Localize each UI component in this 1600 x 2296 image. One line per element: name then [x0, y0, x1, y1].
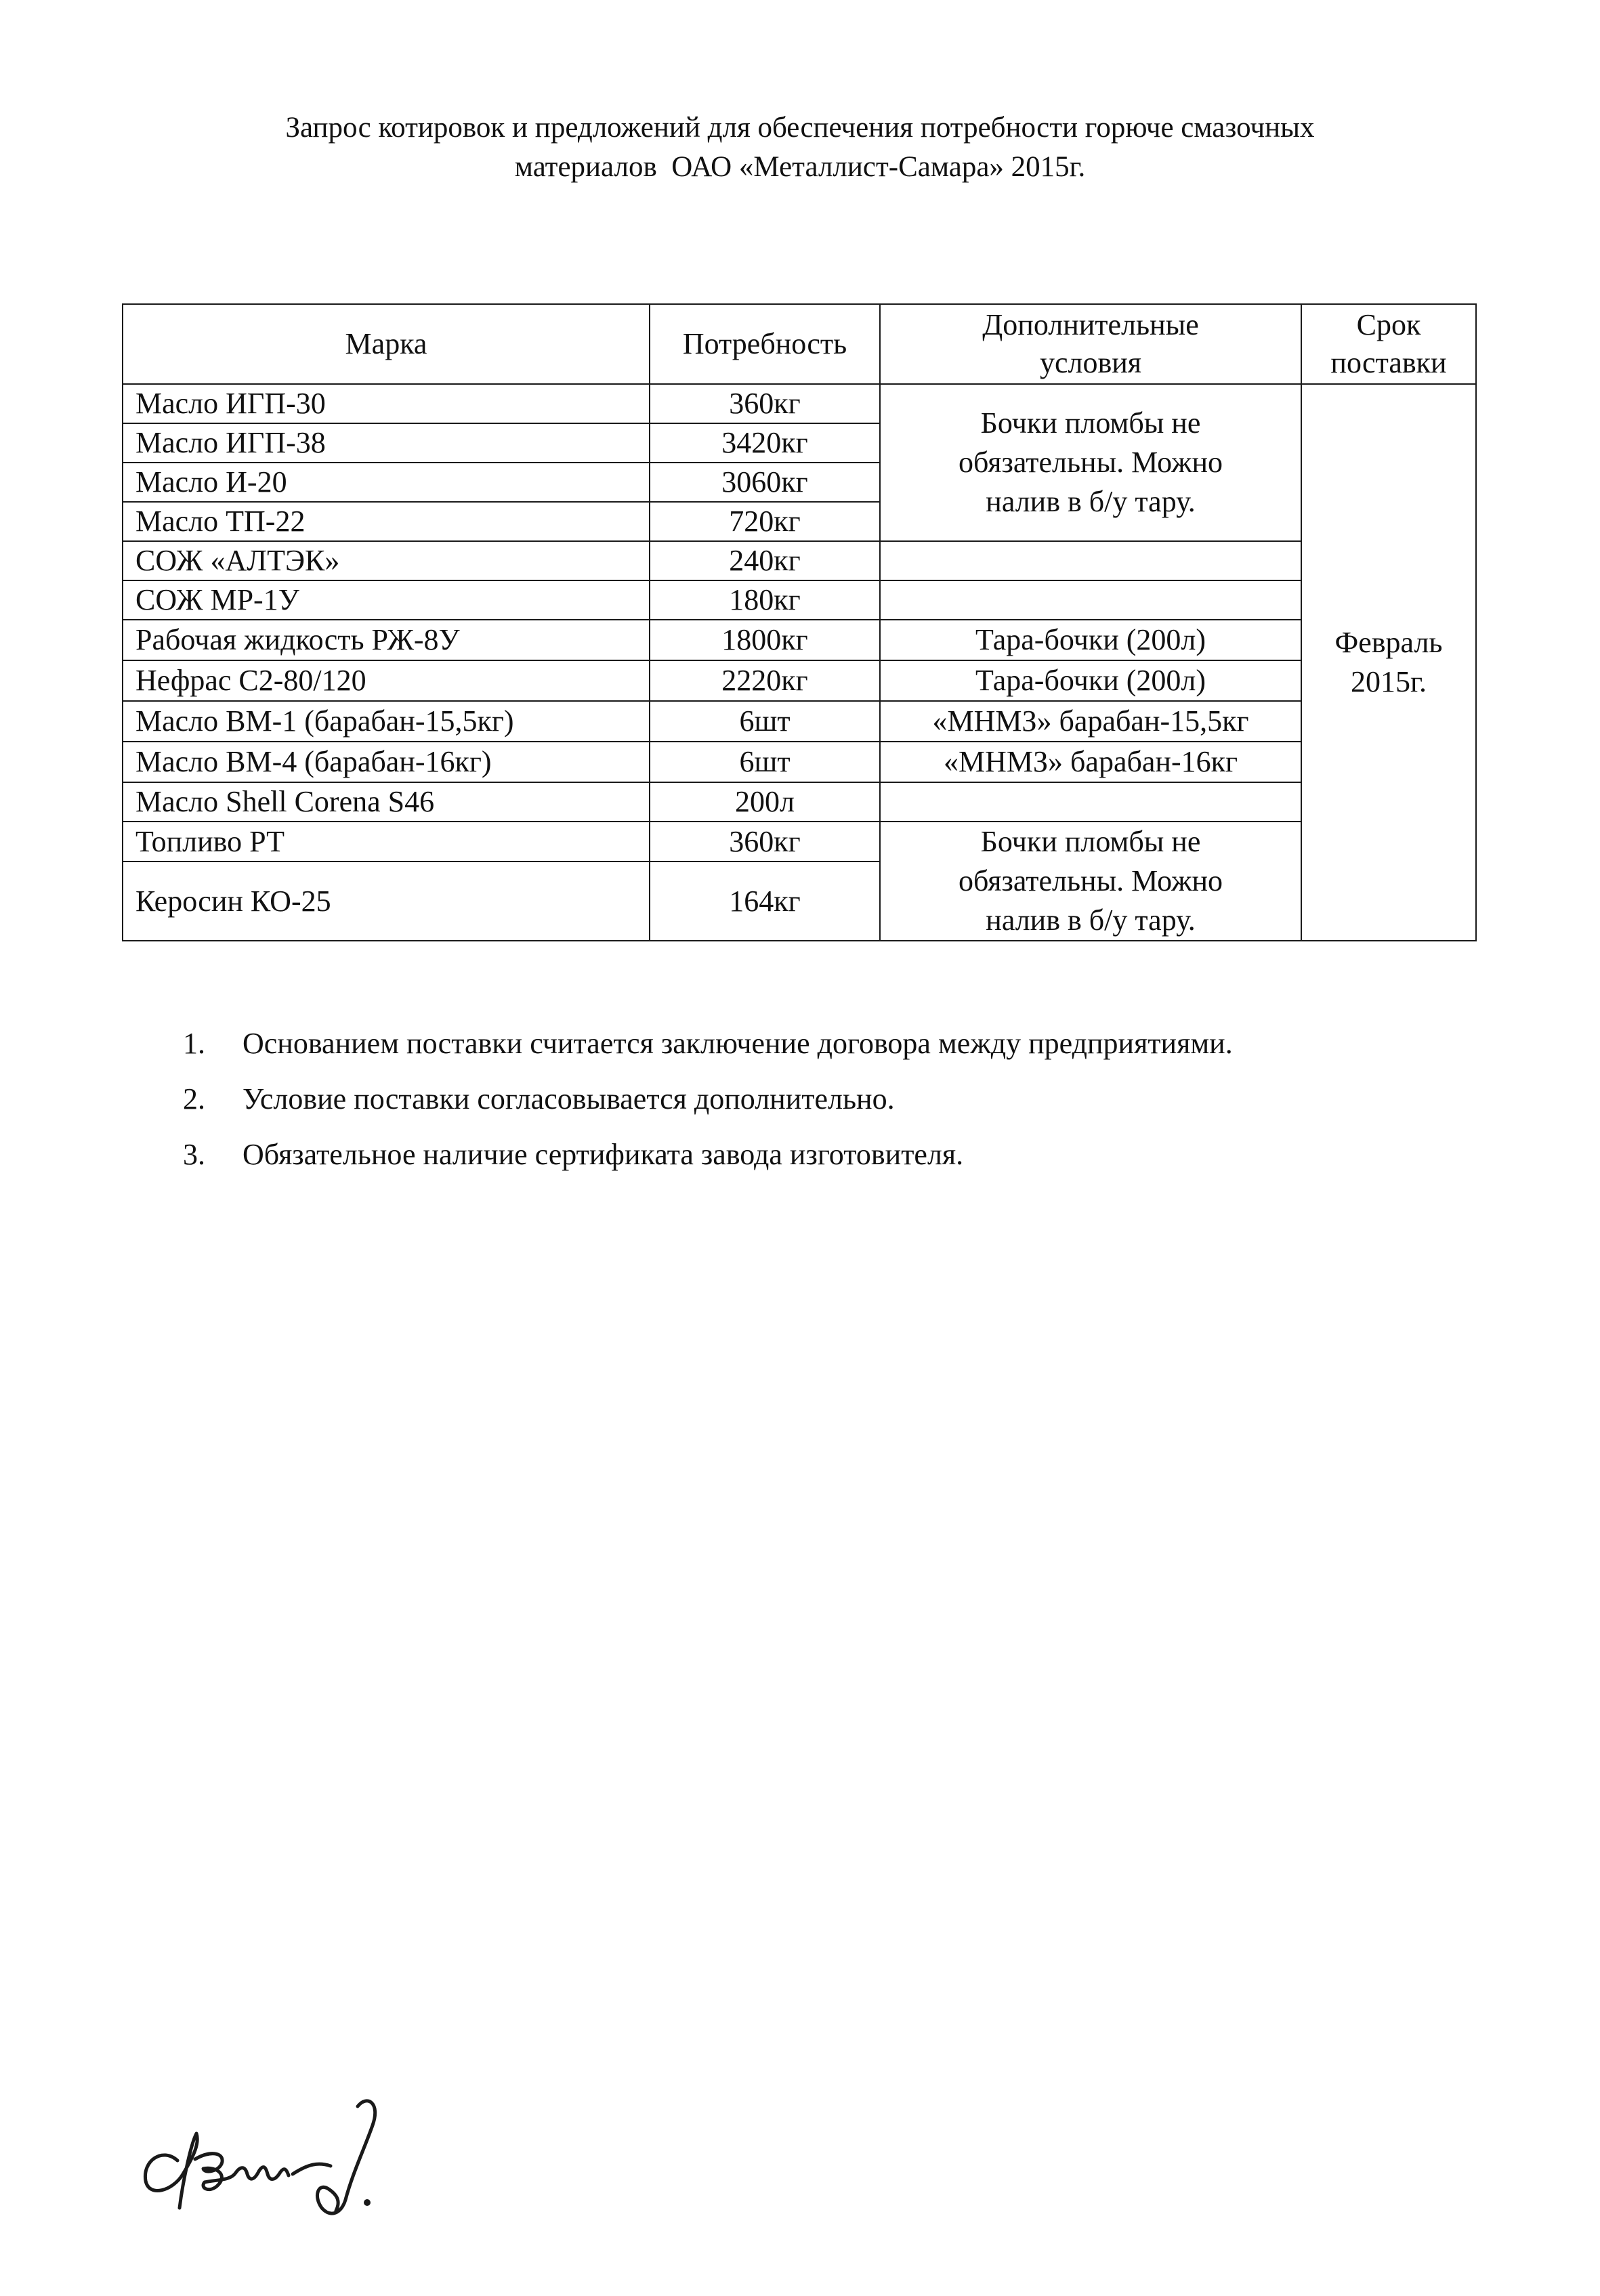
brand-cell: Масло ИГП-38 — [123, 423, 650, 463]
conditions-cell-vm1: «МНМЗ» барабан-15,5кг — [880, 701, 1301, 742]
signature-stroke — [145, 2133, 197, 2208]
need-cell: 360кг — [650, 822, 880, 862]
list-item — [183, 1127, 1233, 1183]
header-term-line-1: Срок — [1356, 308, 1421, 341]
table-row — [123, 620, 1476, 660]
table-row — [123, 782, 1476, 822]
table-row — [123, 580, 1476, 620]
conditions-text-line: обязательны. Можно — [958, 864, 1223, 897]
note-number: 1. — [183, 1027, 205, 1060]
conditions-text-line: налив в б/у тару. — [986, 485, 1196, 518]
delivery-term-cell — [1301, 384, 1476, 941]
need-cell: 2220кг — [650, 660, 880, 701]
conditions-cell-empty — [880, 541, 1301, 580]
note-number: 3. — [183, 1138, 205, 1171]
header-need: Потребность — [650, 304, 880, 384]
table-row — [123, 384, 1476, 423]
brand-cell: Масло Shell Corena S46 — [123, 782, 650, 822]
brand-cell: Масло ВМ-4 (барабан-16кг) — [123, 742, 650, 782]
brand-cell: Масло ИГП-30 — [123, 384, 650, 423]
brand-cell: СОЖ МР-1У — [123, 580, 650, 620]
brand-cell: Нефрас С2-80/120 — [123, 660, 650, 701]
need-cell: 1800кг — [650, 620, 880, 660]
need-cell: 360кг — [650, 384, 880, 423]
table-row — [123, 701, 1476, 742]
table-row — [123, 742, 1476, 782]
need-cell: 6шт — [650, 742, 880, 782]
conditions-cell-vm4: «МНМЗ» барабан-16кг — [880, 742, 1301, 782]
conditions-cell-tare: Тара-бочки (200л) — [880, 620, 1301, 660]
brand-cell: Масло ВМ-1 (барабан-15,5кг) — [123, 701, 650, 742]
title-line-2: материалов ОАО «Металлист-Самара» 2015г. — [514, 151, 1086, 183]
header-term — [1301, 304, 1476, 384]
list-item — [183, 1071, 1233, 1127]
brand-cell: СОЖ «АЛТЭК» — [123, 541, 650, 580]
conditions-cell-empty — [880, 782, 1301, 822]
brand-cell: Топливо РТ — [123, 822, 650, 862]
table-row — [123, 822, 1476, 862]
conditions-cell-empty — [880, 580, 1301, 620]
delivery-term-line-1: Февраль — [1334, 626, 1443, 659]
note-text: Основанием поставки считается заключение договора между предприятиями. — [243, 1027, 1233, 1060]
need-cell: 3060кг — [650, 463, 880, 502]
note-number: 2. — [183, 1082, 205, 1115]
conditions-text-line: обязательны. Можно — [958, 446, 1223, 479]
header-term-line-2: поставки — [1330, 346, 1447, 379]
signature-stroke — [195, 2154, 289, 2190]
table-row — [123, 541, 1476, 580]
need-cell: 240кг — [650, 541, 880, 580]
conditions-cell-barrels-2 — [880, 822, 1301, 941]
table-row — [123, 660, 1476, 701]
header-conditions-line-2: условия — [1039, 346, 1142, 379]
need-cell: 3420кг — [650, 423, 880, 463]
handwritten-signature — [115, 2079, 440, 2228]
title-line-1: Запрос котировок и предложений для обеспечения потребности горюче смазочных — [285, 112, 1315, 144]
header-brand: Марка — [123, 304, 650, 384]
need-cell: 164кг — [650, 862, 880, 941]
conditions-cell-barrels-1 — [880, 384, 1301, 541]
header-conditions — [880, 304, 1301, 384]
brand-cell: Масло И-20 — [123, 463, 650, 502]
signature-stroke — [293, 2164, 331, 2174]
conditions-text-line: Бочки пломбы не — [980, 825, 1201, 858]
conditions-cell-tare: Тара-бочки (200л) — [880, 660, 1301, 701]
need-cell: 720кг — [650, 502, 880, 541]
conditions-text-line: Бочки пломбы не — [980, 406, 1201, 440]
list-item — [183, 1016, 1233, 1071]
note-text: Условие поставки согласовывается дополнительно. — [243, 1082, 895, 1115]
brand-cell: Масло ТП-22 — [123, 502, 650, 541]
brand-cell: Рабочая жидкость РЖ-8У — [123, 620, 650, 660]
header-conditions-line-1: Дополнительные — [982, 308, 1199, 341]
brand-cell: Керосин КО-25 — [123, 862, 650, 941]
delivery-term-line-2: 2015г. — [1350, 665, 1427, 698]
note-text: Обязательное наличие сертификата завода изготовителя. — [243, 1138, 964, 1171]
conditions-text-line: налив в б/у тару. — [986, 903, 1196, 937]
document-title — [0, 108, 1600, 187]
need-cell: 180кг — [650, 580, 880, 620]
notes-list — [183, 1016, 1233, 1183]
table-header-row — [123, 304, 1476, 384]
signature-dot — [364, 2199, 371, 2206]
need-cell: 6шт — [650, 701, 880, 742]
need-cell: 200л — [650, 782, 880, 822]
signature-stroke — [317, 2101, 375, 2213]
requirements-table — [122, 303, 1477, 941]
